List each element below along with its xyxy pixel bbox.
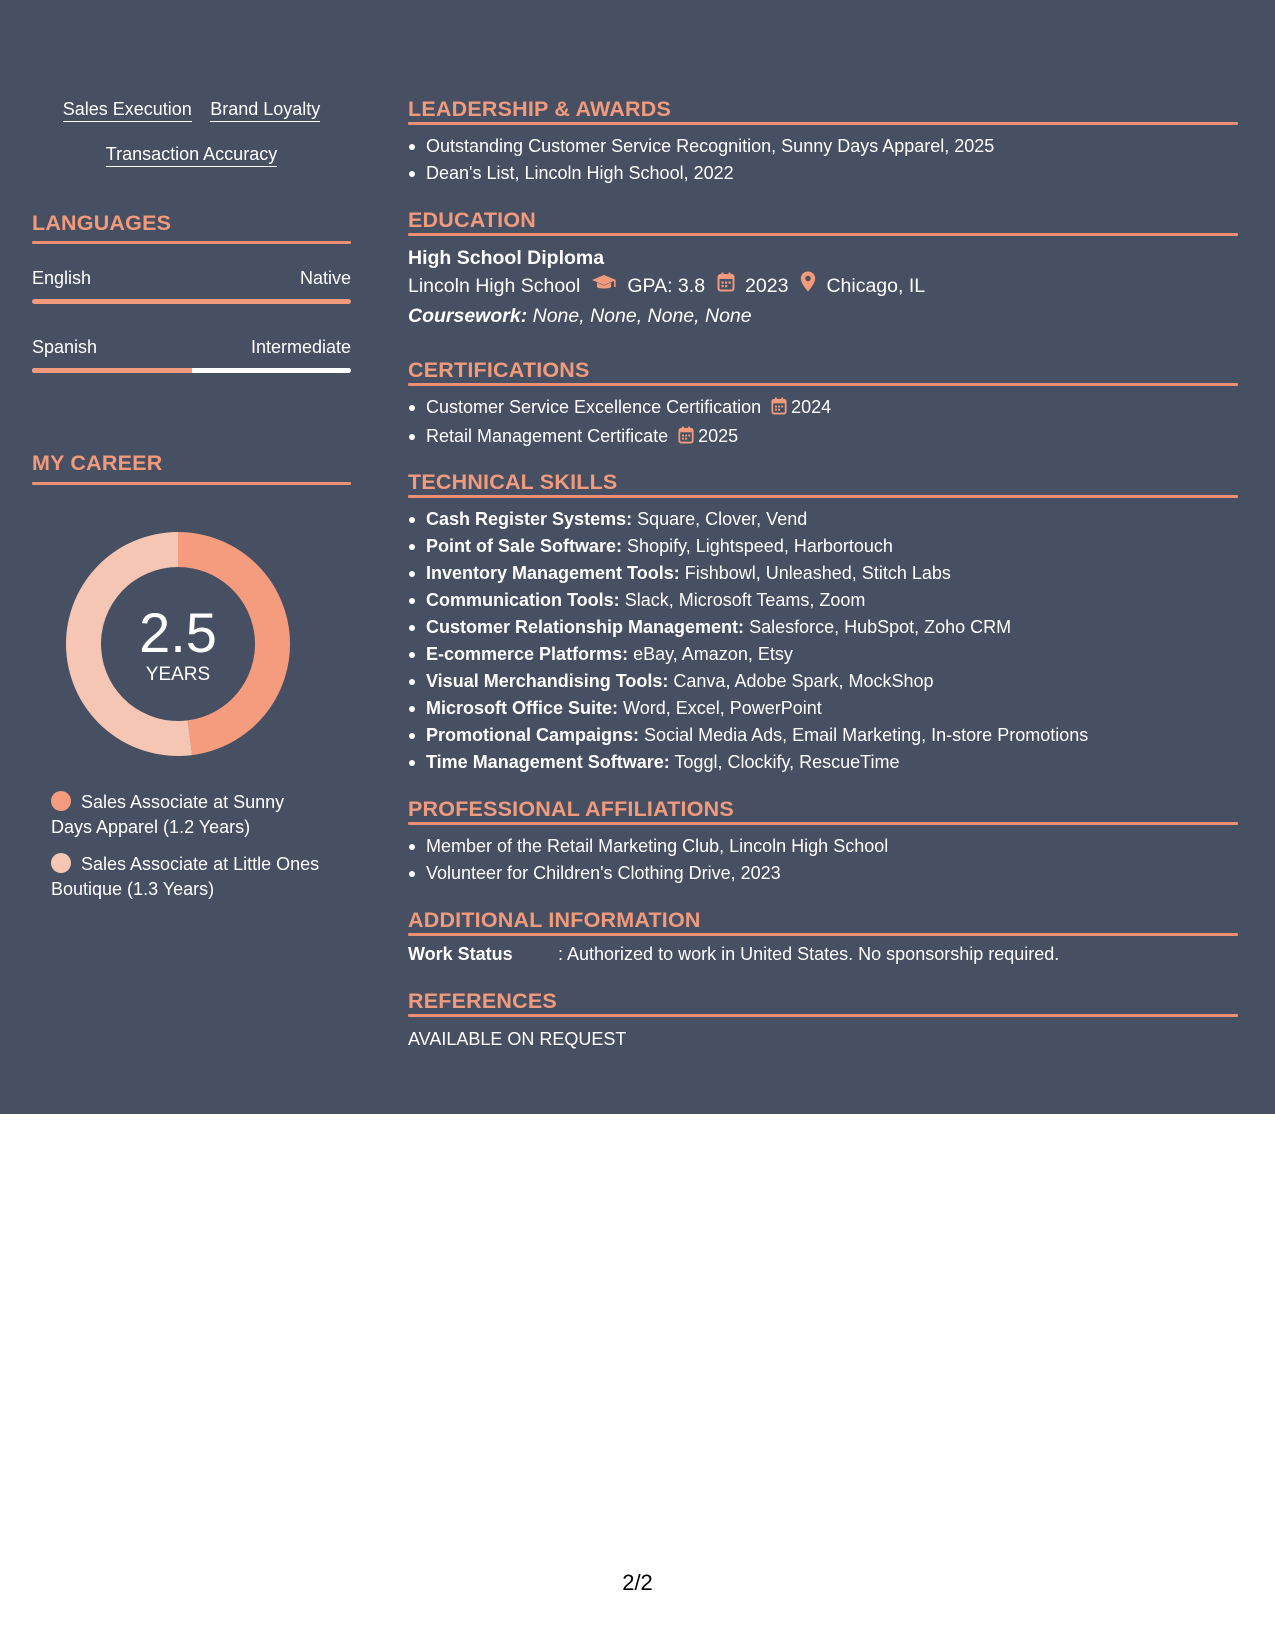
calendar-icon [678,425,694,452]
list-item: Dean's List, Lincoln High School, 2022 [408,160,1238,187]
section-divider [32,241,351,244]
work-status-value: : Authorized to work in United States. No sponsorship required. [558,944,1060,964]
skill-category: Inventory Management Tools: [426,563,680,583]
technical-skills-section [408,469,1238,776]
skill-tag: Transaction Accuracy [106,143,277,167]
list-item [408,587,1238,614]
skill-category: Promotional Campaigns: [426,725,640,745]
list-item [408,641,1238,668]
technical-skills-list [408,506,1238,776]
list-item [408,533,1238,560]
certification-year: 2025 [698,426,739,446]
list-item [408,668,1238,695]
leadership-heading: LEADERSHIP & AWARDS [408,97,672,121]
education-section [408,207,1238,331]
certifications-list [408,394,1238,452]
career-total-value: 2.5 [139,601,217,664]
references-heading: REFERENCES [408,989,557,1013]
coursework-value: None, None, None, None [532,305,752,327]
list-item [408,506,1238,533]
section-divider [408,233,1238,236]
additional-info-section [408,907,1238,965]
work-status-row [408,944,1238,965]
education-location: Chicago, IL [826,275,926,297]
skill-values: Salesforce, HubSpot, Zoho CRM [749,617,1012,637]
career-total-unit: YEARS [145,664,211,685]
skill-values: Canva, Adobe Spark, MockShop [673,671,934,691]
language-level: Native [299,268,351,288]
references-section [408,988,1238,1050]
skill-category: Communication Tools: [426,590,620,610]
list-item [408,423,1238,452]
list-item [408,695,1238,722]
section-divider [408,122,1238,125]
skill-values: Fishbowl, Unleashed, Stitch Labs [684,563,951,583]
skill-category: Time Management Software: [426,752,670,772]
calendar-icon [717,271,735,301]
languages-heading: LANGUAGES [32,211,172,235]
skill-values: Social Media Ads, Email Marketing, In-store Promotions [644,725,1089,745]
page-number: 2/2 [622,1570,653,1595]
map-pin-icon [800,271,816,301]
education-school: Lincoln High School [408,275,581,297]
language-row [32,337,351,358]
career-legend-item [51,852,321,902]
skill-values: Toggl, Clockify, RescueTime [674,752,900,772]
education-degree: High School Diploma [408,247,605,269]
certification-year: 2024 [791,397,832,417]
references-text: AVAILABLE ON REQUEST [408,1029,627,1049]
section-divider [408,933,1238,936]
skill-tags [32,88,351,178]
calendar-icon [771,396,787,423]
skill-values: eBay, Amazon, Etsy [633,644,793,664]
education-details [408,271,1238,301]
career-heading: MY CAREER [32,451,163,475]
additional-info-heading: ADDITIONAL INFORMATION [408,908,701,932]
section-divider [408,822,1238,825]
skill-values: Word, Excel, PowerPoint [623,698,822,718]
legend-dot [51,791,71,811]
certifications-heading: CERTIFICATIONS [408,358,590,382]
legend-label: Sales Associate at Little Ones Boutique (1.3 Years) [51,854,320,899]
skill-category: Point of Sale Software: [426,536,623,556]
certification-name: Retail Management Certificate [426,426,669,446]
legend-label: Sales Associate at Sunny Days Apparel (1.2 Years) [51,792,285,837]
affiliations-section [408,796,1238,887]
education-heading: EDUCATION [408,208,537,232]
list-item [408,722,1238,749]
skill-values: Shopify, Lightspeed, Harbortouch [627,536,893,556]
legend-dot [51,853,71,873]
list-item: Volunteer for Children's Clothing Drive, 2023 [408,860,1238,887]
skill-values: Slack, Microsoft Teams, Zoom [624,590,866,610]
skill-category: E-commerce Platforms: [426,644,629,664]
list-item [408,394,1238,423]
skill-values: Square, Clover, Vend [637,509,808,529]
leadership-section [408,96,1238,187]
list-item: Outstanding Customer Service Recognition, Sunny Days Apparel, 2025 [408,133,1238,160]
education-gpa: GPA: 3.8 [627,275,706,297]
section-divider [408,383,1238,386]
section-divider [408,495,1238,498]
list-item [408,749,1238,776]
affiliations-list [408,833,1238,887]
skill-tag: Sales Execution [63,98,192,122]
career-legend-item [51,790,321,840]
language-proficiency-fill [32,299,351,304]
education-coursework [408,301,1238,331]
skill-category: Microsoft Office Suite: [426,698,619,718]
education-year: 2023 [745,275,789,297]
certification-name: Customer Service Excellence Certification [426,397,762,417]
work-status-label: Work Status [408,944,513,964]
skill-category: Customer Relationship Management: [426,617,745,637]
language-proficiency-bar [32,299,351,304]
list-item [408,614,1238,641]
section-divider [408,1014,1238,1017]
leadership-list [408,133,1238,187]
list-item [408,560,1238,587]
skill-category: Cash Register Systems: [426,509,633,529]
skill-tag: Brand Loyalty [210,98,320,122]
certifications-section [408,357,1238,452]
skill-category: Visual Merchandising Tools: [426,671,669,691]
affiliations-heading: PROFESSIONAL AFFILIATIONS [408,797,734,821]
language-proficiency-bar [32,368,351,373]
section-divider [32,482,351,485]
coursework-label: Coursework: [408,305,528,327]
language-name: Spanish [32,337,98,357]
graduation-cap-icon [591,271,617,301]
language-proficiency-fill [32,368,192,373]
language-row [32,268,351,289]
list-item: Member of the Retail Marketing Club, Lincoln High School [408,833,1238,860]
language-name: English [32,268,92,288]
language-level: Intermediate [250,337,351,357]
technical-skills-heading: TECHNICAL SKILLS [408,470,618,494]
